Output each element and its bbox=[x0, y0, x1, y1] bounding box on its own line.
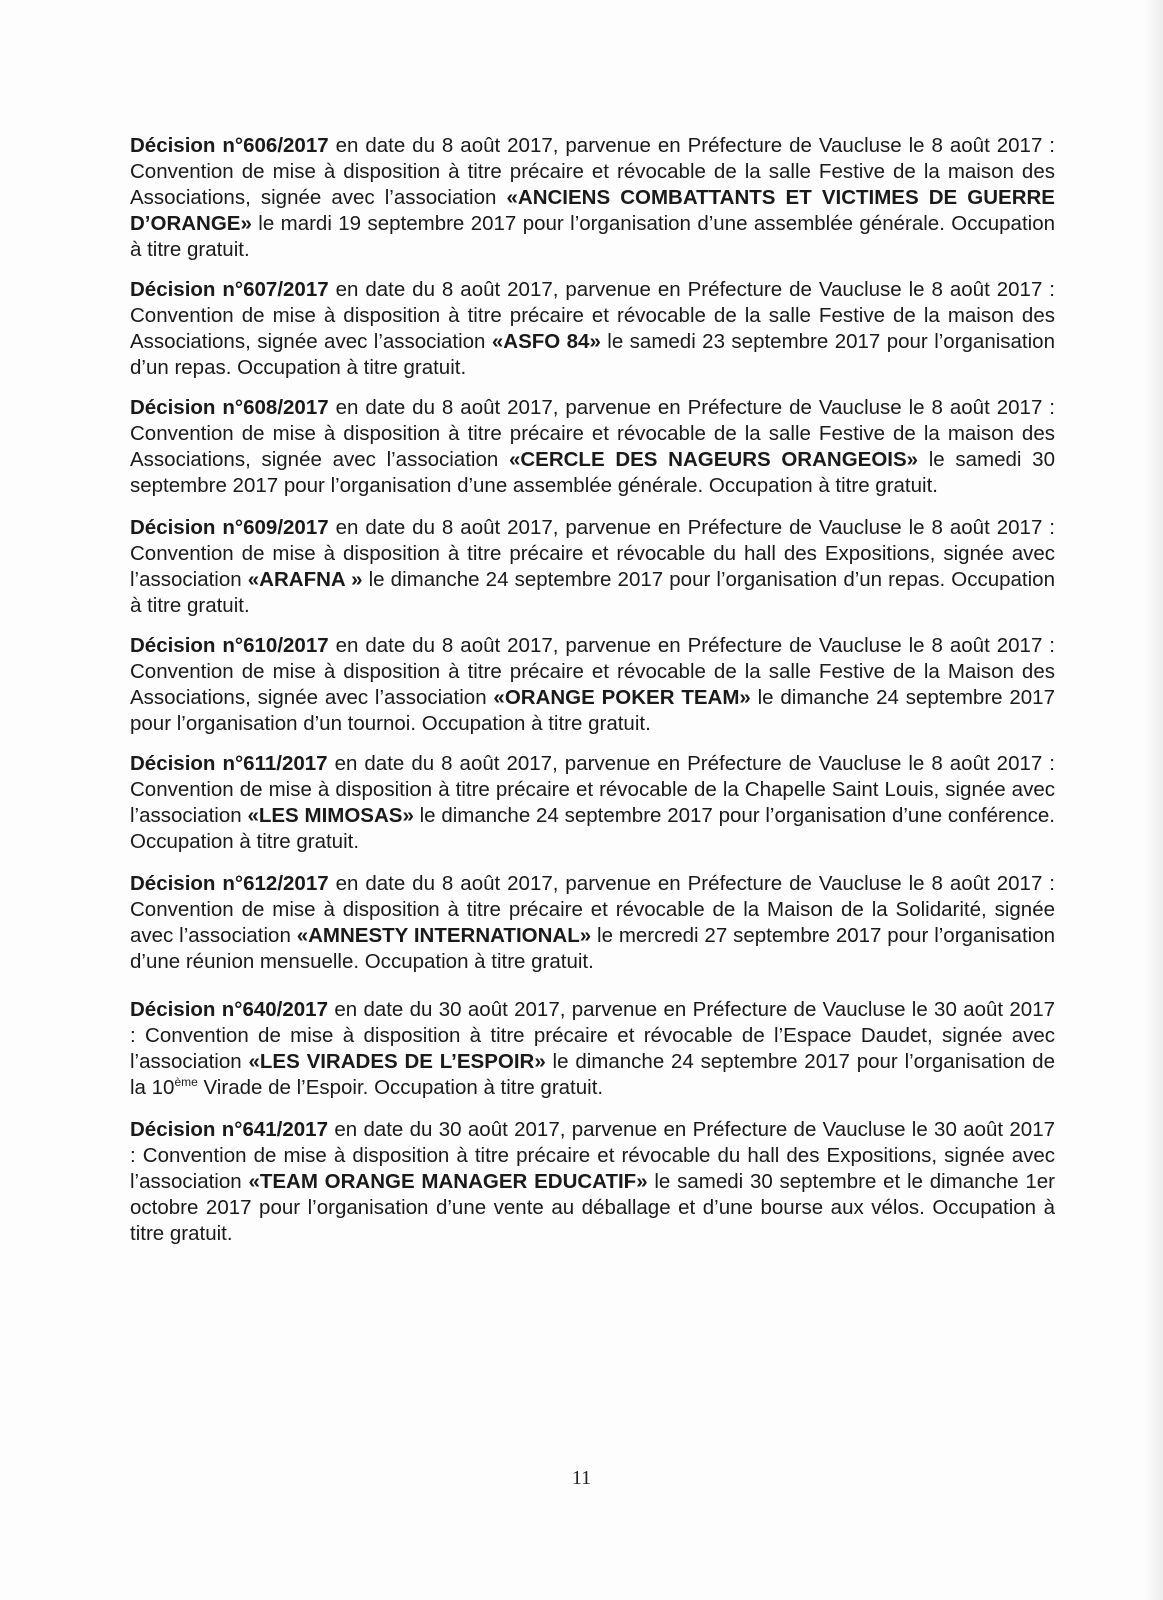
ordinal-superscript: ème bbox=[174, 1075, 198, 1090]
decision-text-end: le samedi 23 septembre 2017 pour l’organisation d’un repas. Occupation à titre gratuit. bbox=[130, 330, 1055, 379]
page-number: 11 bbox=[571, 1467, 592, 1489]
association-name: «LES VIRADES DE L’ESPOIR» bbox=[248, 1050, 546, 1073]
decision-text-middle: le dimanche 24 septembre 2017 pour l’organisation de la 10 bbox=[130, 1050, 1055, 1099]
decision-611 bbox=[130, 751, 1055, 855]
decision-640 bbox=[130, 997, 1055, 1101]
decision-number: Décision n°641/2017 bbox=[130, 1118, 328, 1141]
decision-text: en date du 8 août 2017, parvenue en Préfecture de Vaucluse le 8 août 2017 : Convention de mise à disposition à titre précaire et révocable de la salle Festive de la maison des Associations, signée avec l’association bbox=[130, 134, 1055, 209]
association-name: «ORANGE POKER TEAM» bbox=[493, 686, 751, 709]
association-name: «TEAM ORANGE MANAGER EDUCATIF» bbox=[248, 1170, 648, 1193]
decision-number: Décision n°640/2017 bbox=[130, 998, 328, 1021]
decision-text-end: le samedi 30 septembre et le dimanche 1er octobre 2017 pour l’organisation d’une vente au déballage et d’une bourse aux vélos. Occupation à titre gratuit. bbox=[130, 1170, 1055, 1245]
decision-text: en date du 30 août 2017, parvenue en Préfecture de Vaucluse le 30 août 2017 : Convention de mise à disposition à titre précaire et révocable de l’Espace Daudet, signée avec l’association bbox=[130, 998, 1056, 1073]
decision-number: Décision n°609/2017 bbox=[130, 516, 329, 539]
association-name: «ANCIENS COMBATTANTS ET VICTIMES DE GUERRE D’ORANGE» bbox=[130, 186, 1055, 235]
decision-number: Décision n°607/2017 bbox=[130, 278, 329, 301]
decision-text-end: le mercredi 27 septembre 2017 pour l’organisation d’une réunion mensuelle. Occupation à titre gratuit. bbox=[130, 924, 1055, 973]
decision-text: en date du 8 août 2017, parvenue en Préfecture de Vaucluse le 8 août 2017 : Convention de mise à disposition à titre précaire et révocable de la salle Festive de la Maison des Associations, signée avec l’association bbox=[130, 634, 1055, 709]
decision-641 bbox=[130, 1117, 1055, 1247]
decision-text-end: le mardi 19 septembre 2017 pour l’organisation d’une assemblée générale. Occupation à titre gratuit. bbox=[130, 212, 1055, 261]
association-name: «ASFO 84» bbox=[491, 330, 601, 353]
decision-607 bbox=[130, 277, 1055, 381]
decision-number: Décision n°606/2017 bbox=[130, 134, 329, 157]
decision-number: Décision n°610/2017 bbox=[130, 634, 329, 657]
decision-text: en date du 8 août 2017, parvenue en Préfecture de Vaucluse le 8 août 2017 : Convention de mise à disposition à titre précaire et révocable de la salle Festive de la maison des Associations, signée avec l’association bbox=[130, 396, 1055, 471]
decision-612 bbox=[130, 871, 1055, 975]
decision-610 bbox=[130, 633, 1055, 737]
decision-609 bbox=[130, 515, 1055, 619]
decision-text: en date du 30 août 2017, parvenue en Préfecture de Vaucluse le 30 août 2017 : Convention de mise à disposition à titre précaire et révocable du hall des Expositions, signée avec l’association bbox=[130, 1118, 1056, 1193]
decision-text: en date du 8 août 2017, parvenue en Préfecture de Vaucluse le 8 août 2017 : Convention de mise à disposition à titre précaire et révocable de la Chapelle Saint Louis, signée avec l’association bbox=[130, 752, 1055, 827]
decision-text-end: le dimanche 24 septembre 2017 pour l’organisation d’une conférence. Occupation à titre gratuit. bbox=[130, 804, 1055, 853]
decision-text-end: Virade de l’Espoir. Occupation à titre gratuit. bbox=[197, 1076, 604, 1099]
decision-608 bbox=[130, 395, 1055, 499]
decision-text-end: le dimanche 24 septembre 2017 pour l’organisation d’un repas. Occupation à titre gratuit. bbox=[130, 568, 1055, 617]
decision-number: Décision n°608/2017 bbox=[130, 396, 329, 419]
decision-text: en date du 8 août 2017, parvenue en Préfecture de Vaucluse le 8 août 2017 : Convention de mise à disposition à titre précaire et révocable du hall des Expositions, signée avec l’association bbox=[130, 516, 1055, 591]
association-name: «AMNESTY INTERNATIONAL» bbox=[296, 924, 592, 947]
decision-number: Décision n°611/2017 bbox=[130, 752, 328, 775]
association-name: «CERCLE DES NAGEURS ORANGEOIS» bbox=[508, 448, 919, 471]
decision-606 bbox=[130, 133, 1055, 263]
decision-text: en date du 8 août 2017, parvenue en Préfecture de Vaucluse le 8 août 2017 : Convention de mise à disposition à titre précaire et révocable de la salle Festive de la maison des Associations, signée avec l’association bbox=[130, 278, 1055, 353]
page-edge-shadow bbox=[1145, 0, 1163, 1600]
association-name: «ARAFNA » bbox=[247, 568, 363, 591]
decision-text-end: le samedi 30 septembre 2017 pour l’organisation d’une assemblée générale. Occupation à titre gratuit. bbox=[130, 448, 1055, 497]
association-name: «LES MIMOSAS» bbox=[247, 804, 414, 827]
decisions-list bbox=[130, 133, 1055, 1265]
decision-text-end: le dimanche 24 septembre 2017 pour l’organisation d’un tournoi. Occupation à titre gratuit. bbox=[130, 686, 1055, 735]
decision-text: en date du 8 août 2017, parvenue en Préfecture de Vaucluse le 8 août 2017 : Convention de mise à disposition à titre précaire et révocable de la Maison de la Solidarité, signée avec l’association bbox=[130, 872, 1055, 947]
decision-number: Décision n°612/2017 bbox=[130, 872, 329, 895]
